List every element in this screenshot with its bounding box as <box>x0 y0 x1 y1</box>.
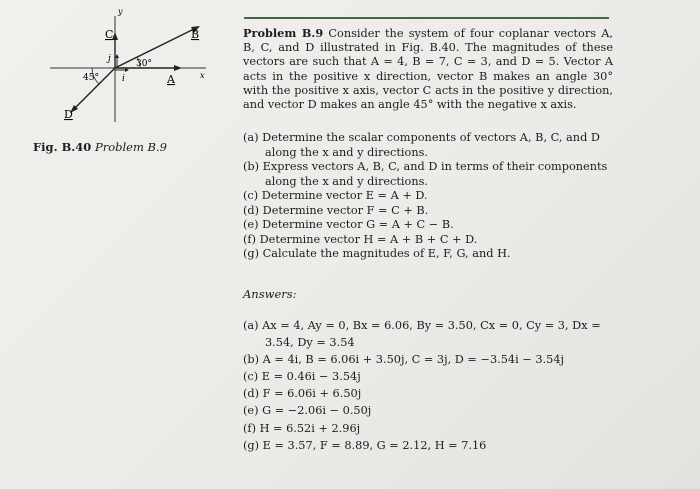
part-g: (g) Calculate the magnitudes of E, F, G, and H. <box>243 247 511 260</box>
angle-b-label: 30° <box>136 59 152 69</box>
angle-d-label: 45° <box>83 73 99 83</box>
answer-g: (g) E = 3.57, F = 8.89, G = 2.12, H = 7.16 <box>243 438 487 452</box>
problem-line: positive x axis, vector C acts in the positive y direction, and <box>243 83 613 112</box>
answer-f: (f) H = 6.52i + 2.96j <box>243 421 361 435</box>
part-b-line: along the x and y directions. <box>265 174 428 188</box>
problem-heading: Problem B.9 <box>243 26 324 40</box>
vector-d-label: D <box>64 108 73 121</box>
part-c: (c) Determine vector E = A + D. <box>243 189 428 202</box>
problem-line: positive x direction, vector B makes an angle 30° with the <box>243 69 613 97</box>
caption-problem-ref: Problem B.9 <box>94 140 167 154</box>
unit-i-label: i <box>122 74 125 84</box>
problem-parts <box>243 131 633 262</box>
answer-e: (e) G = −2.06i − 0.50j <box>243 404 372 418</box>
problem-line: Consider the system of four coplanar vectors A, B, <box>243 27 613 55</box>
answer-d: (d) F = 6.06i + 6.50j <box>243 387 362 401</box>
vector-b-arrow <box>115 28 196 68</box>
vector-b-label: B <box>191 28 200 41</box>
part-a-line: (a) Determine the scalar components of vectors A, B, C, and D <box>243 131 600 144</box>
top-rule <box>244 17 609 19</box>
part-f: (f) Determine vector H = A + B + C + D. <box>243 232 478 246</box>
vector-c-label: C <box>105 28 114 41</box>
answer-a-line: 3.54, Dy = 3.54 <box>265 336 355 350</box>
problem-line: are such that A = 4, B = 7, C = 3, and D = 5. Vector A acts in the <box>243 55 614 83</box>
answer-b: (b) A = 4i, B = 6.06i + 3.50j, C = 3j, D = −3.54i − 3.54j <box>243 353 565 367</box>
problem-line: C, and D illustrated in Fig. B.40. The magnitudes of these vectors <box>243 41 613 69</box>
vector-a-head <box>174 65 182 71</box>
y-axis-label: y <box>118 7 123 16</box>
answers-list <box>243 317 643 454</box>
answer-a-line: (a) Ax = 4, Ay = 0, Bx = 6.06, By = 3.50, Cx = 0, Cy = 3, Dx = <box>243 319 601 332</box>
problem-line: vector D makes an angle 45° with the negative x axis. <box>267 98 577 112</box>
figure-caption <box>33 140 167 154</box>
answer-c: (c) E = 0.46i − 3.54j <box>243 370 361 384</box>
part-b-line: (b) Express vectors A, B, C, and D in terms of their components <box>243 160 608 173</box>
vector-figure <box>28 0 234 130</box>
part-d: (d) Determine vector F = C + B. <box>243 203 429 217</box>
part-e: (e) Determine vector G = A + C − B. <box>243 218 454 231</box>
caption-figure-number: Fig. B.40 <box>33 140 92 154</box>
vector-a-label: A <box>167 73 175 86</box>
answers-heading: Answers: <box>243 287 297 301</box>
problem-statement <box>243 26 613 112</box>
unit-j-label: j <box>108 54 111 64</box>
part-a-line: along the x and y directions. <box>265 145 428 159</box>
x-axis-label: x <box>200 71 205 80</box>
